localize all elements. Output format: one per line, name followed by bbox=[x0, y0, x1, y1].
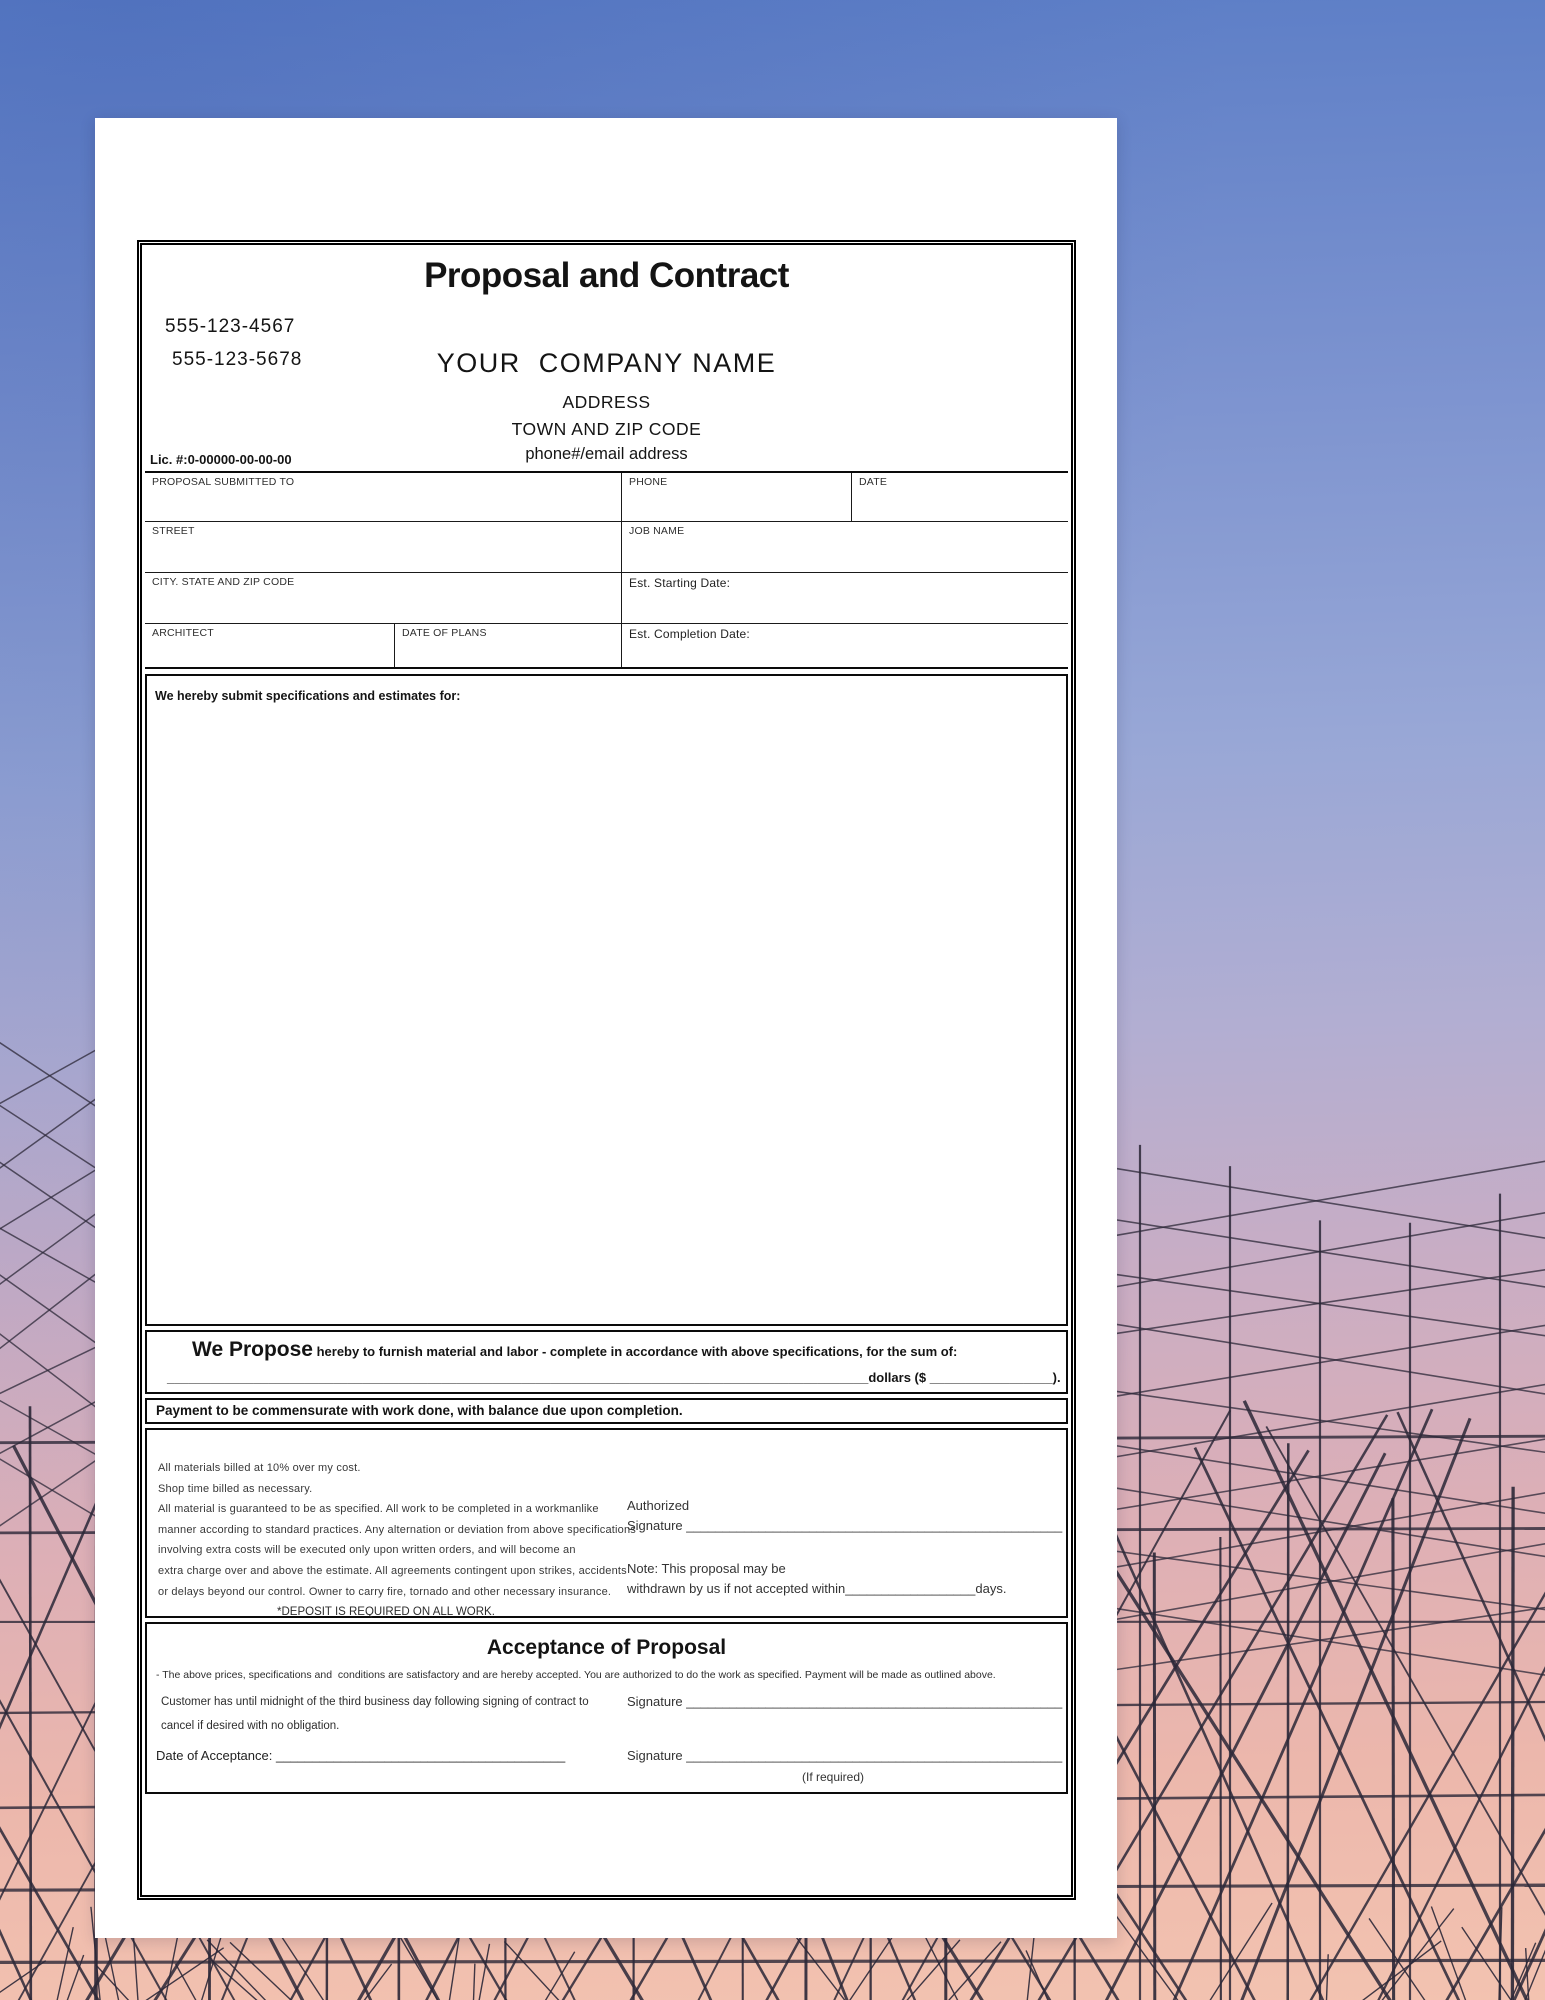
field-label: JOB NAME bbox=[629, 525, 685, 537]
payment-terms-text: Payment to be commensurate with work done, with balance due upon completion. bbox=[156, 1403, 683, 1418]
company-name: YOUR COMPANY NAME bbox=[436, 348, 777, 378]
conditions-line: All material is guaranteed to be as specified. All work to be completed in a workmanlike bbox=[158, 1503, 599, 1516]
withdrawal-days-blank[interactable]: __________________ bbox=[845, 1581, 976, 1596]
field-est-completion-date[interactable] bbox=[622, 624, 1068, 667]
deposit-notice: *DEPOSIT IS REQUIRED ON ALL WORK. bbox=[277, 1606, 495, 1618]
company-town-zip: TOWN AND ZIP CODE bbox=[511, 419, 702, 439]
acceptance-signature-line-2 bbox=[627, 1748, 1062, 1763]
field-city-state-zip[interactable] bbox=[145, 573, 622, 624]
field-label: PROPOSAL SUBMITTED TO bbox=[152, 476, 295, 488]
field-proposal-submitted-to[interactable] bbox=[145, 473, 622, 522]
field-label: Est. Starting Date: bbox=[629, 576, 731, 590]
conditions-line: Shop time billed as necessary. bbox=[158, 1482, 313, 1495]
dollars-close: ). bbox=[1052, 1370, 1061, 1385]
document-title: Proposal and Contract bbox=[424, 256, 789, 295]
payment-terms-section bbox=[145, 1398, 1068, 1424]
company-contact: phone#/email address bbox=[525, 445, 688, 463]
phone-number-2: 555-123-5678 bbox=[172, 349, 303, 370]
signature-label: Signature bbox=[627, 1518, 687, 1533]
specifications-label: We hereby submit specifications and estimates for: bbox=[155, 689, 461, 703]
propose-body: hereby to furnish material and labor - complete in accordance with above specifications, for the sum of: bbox=[312, 1344, 958, 1359]
note-suffix: days. bbox=[975, 1581, 1007, 1596]
acceptance-signature-blank-2[interactable]: ____________________________________________________ bbox=[686, 1748, 1063, 1763]
dollars-label: dollars ($ bbox=[868, 1370, 930, 1385]
field-street[interactable] bbox=[145, 522, 622, 573]
field-date[interactable] bbox=[852, 473, 1068, 522]
field-label: STREET bbox=[152, 525, 195, 537]
form-header-section bbox=[145, 248, 1068, 671]
note-text: withdrawn by us if not accepted within bbox=[627, 1581, 846, 1596]
date-of-acceptance-line bbox=[156, 1748, 565, 1763]
sum-line bbox=[167, 1370, 1061, 1385]
conditions-line: involving extra costs will be executed only upon written orders, and will become an bbox=[158, 1544, 576, 1557]
signature-label: Signature bbox=[627, 1694, 687, 1709]
company-address: ADDRESS bbox=[562, 392, 651, 412]
conditions-line: extra charge over and above the estimate. All agreements contingent upon strikes, accidents bbox=[158, 1564, 627, 1577]
conditions-section bbox=[145, 1428, 1068, 1618]
field-label: DATE OF PLANS bbox=[402, 627, 487, 639]
field-phone[interactable] bbox=[622, 473, 852, 522]
conditions-text bbox=[158, 1458, 636, 1602]
acceptance-signature-blank-1[interactable]: ____________________________________________________ bbox=[686, 1694, 1063, 1709]
conditions-line: manner according to standard practices. Any alternation or deviation from above specifications bbox=[158, 1523, 636, 1536]
sum-written-blank[interactable]: _________________________________________________________________________________________________ bbox=[167, 1370, 869, 1385]
field-architect[interactable] bbox=[145, 624, 395, 667]
acceptance-paragraph: - The above prices, specifications and conditions are satisfactory and are hereby accepted. You are authorized to do the work as specified. Payment will be made as outlined above. bbox=[156, 1669, 996, 1681]
field-label: CITY. STATE AND ZIP CODE bbox=[152, 576, 295, 588]
acceptance-title: Acceptance of Proposal bbox=[486, 1636, 727, 1659]
conditions-line: or delays beyond our control. Owner to carry fire, tornado and other necessary insurance. bbox=[158, 1585, 612, 1598]
date-of-acceptance-blank[interactable]: ________________________________________ bbox=[275, 1748, 566, 1763]
authorized-signature-line bbox=[627, 1518, 1067, 1533]
conditions-line: All materials billed at 10% over my cost. bbox=[158, 1462, 361, 1474]
field-job-name[interactable] bbox=[622, 522, 1068, 573]
signature-label: Signature bbox=[627, 1748, 687, 1763]
cancellation-line1: Customer has until midnight of the third business day following signing of contract to bbox=[161, 1696, 589, 1708]
field-est-starting-date[interactable] bbox=[622, 573, 1068, 624]
field-label: ARCHITECT bbox=[152, 627, 214, 639]
we-propose-section bbox=[145, 1330, 1068, 1394]
if-required-note: (If required) bbox=[802, 1770, 865, 1784]
field-label: PHONE bbox=[629, 476, 668, 488]
authorized-label: Authorized bbox=[627, 1498, 690, 1513]
withdrawal-note-line2 bbox=[627, 1581, 1067, 1596]
acceptance-section bbox=[145, 1622, 1068, 1794]
field-label: DATE bbox=[859, 476, 888, 488]
proposal-contract-form bbox=[137, 240, 1076, 1900]
date-of-acceptance-label: Date of Acceptance: bbox=[156, 1748, 276, 1763]
withdrawal-note-line1: Note: This proposal may be bbox=[627, 1561, 786, 1576]
propose-lead: We Propose bbox=[192, 1338, 313, 1361]
job-info-table bbox=[145, 471, 1068, 669]
propose-statement bbox=[192, 1338, 957, 1362]
acceptance-signature-line-1 bbox=[627, 1694, 1062, 1709]
specifications-section[interactable] bbox=[145, 674, 1068, 1326]
document-page bbox=[95, 118, 1117, 1938]
license-number: Lic. #:0-00000-00-00-00 bbox=[150, 452, 292, 467]
authorized-signature-blank[interactable]: ____________________________________________________ bbox=[686, 1518, 1063, 1533]
field-label: Est. Completion Date: bbox=[629, 627, 750, 641]
cancellation-line2: cancel if desired with no obligation. bbox=[161, 1720, 340, 1732]
sum-numeric-blank[interactable]: _________________ bbox=[929, 1370, 1053, 1385]
phone-number-1: 555-123-4567 bbox=[165, 316, 296, 337]
field-date-of-plans[interactable] bbox=[395, 624, 622, 667]
